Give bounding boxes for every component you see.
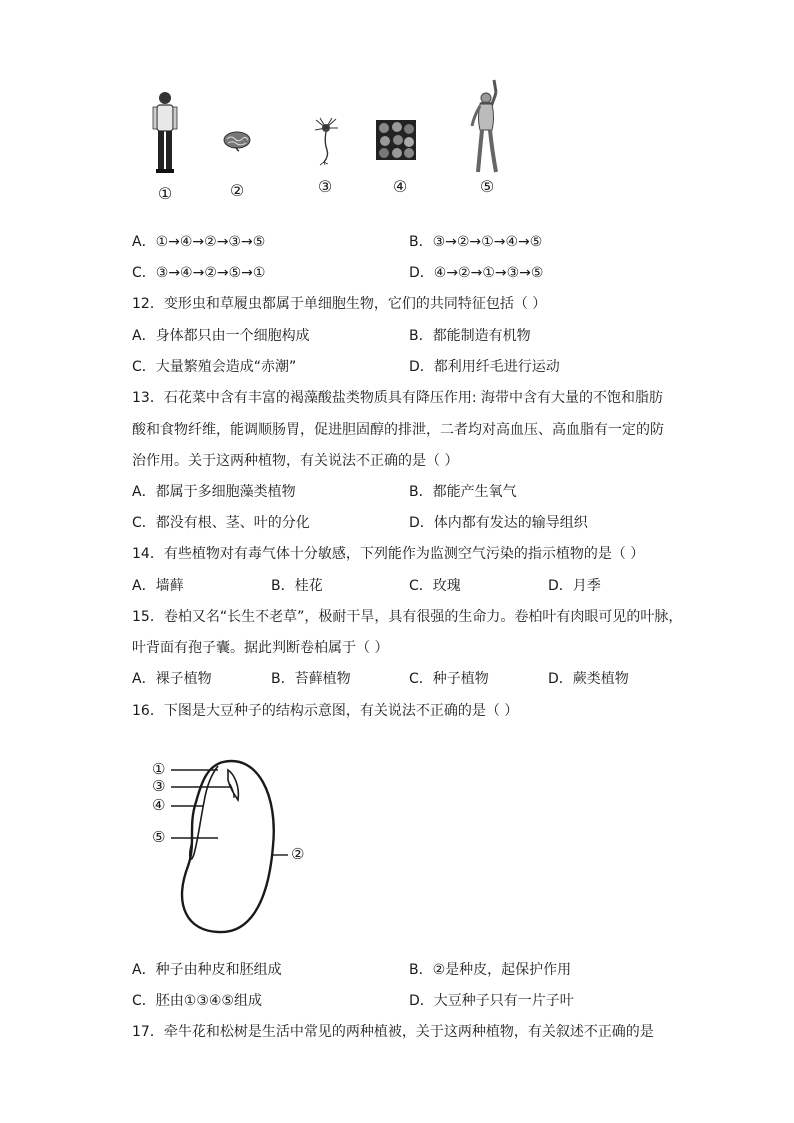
q17-stem: 17．牵牛花和松树是生活中常见的两种植被，关于这两种植物，有关叙述不正确的是 [132,1024,654,1040]
q14-option-a[interactable]: A．墙藓 [132,578,184,594]
q13-option-d[interactable]: D．体内都有发达的输导组织 [409,515,588,531]
figure-label-2: ② [229,181,245,200]
q16-option-c[interactable]: C．胚由①③④⑤组成 [132,993,262,1009]
seed-label-5: ⑤ [152,828,166,846]
q16-option-b[interactable]: B．②是种皮，起保护作用 [409,962,572,978]
organism-levels-figure [140,76,520,206]
seed-label-4: ④ [152,796,166,814]
neuron-cell-image [312,116,340,166]
q13-stem-line-2: 酸和食物纤维，能调顺肠胃，促进胆固醇的排泄，二者均对高血压、高血脂有一定的防 [132,422,664,438]
q12-option-c[interactable]: C．大量繁殖会造成“赤潮” [132,359,297,375]
q14-stem: 14．有些植物对有毒气体十分敏感，下列能作为监测空气污染的指示植物的是（ ） [132,546,645,562]
q13-option-a[interactable]: A．都属于多细胞藻类植物 [132,484,296,500]
q15-option-d[interactable]: D．蕨类植物 [548,671,629,687]
q12-stem: 12．变形虫和草履虫都属于单细胞生物，它们的共同特征包括（ ） [132,296,547,312]
q13-option-b[interactable]: B．都能产生氧气 [409,484,517,500]
seed-label-2: ② [291,845,305,863]
q15-option-c[interactable]: C．种子植物 [409,671,489,687]
q15-option-a[interactable]: A．裸子植物 [132,671,212,687]
q14-option-c[interactable]: C．玫瑰 [409,578,461,594]
q11-option-b[interactable]: B．③→②→①→④→⑤ [409,234,543,250]
seed-label-3: ③ [152,777,166,795]
q13-stem-line-1: 13．石花菜中含有丰富的褐藻酸盐类物质具有降压作用: 海带中含有大量的不饱和脂肪 [132,390,663,406]
figure-label-1: ① [157,184,173,203]
q15-stem-line-2: 叶背面有孢子囊。据此判断卷柏属于（ ） [132,640,389,656]
muscle-system-image [468,78,504,178]
q14-option-b[interactable]: B．桂花 [271,578,323,594]
figure-label-4: ④ [392,177,408,196]
q11-option-a[interactable]: A．①→④→②→③→⑤ [132,234,266,250]
figure-label-5: ⑤ [479,177,495,196]
q11-option-c[interactable]: C．③→④→②→⑤→① [132,265,266,281]
q16-option-d[interactable]: D．大豆种子只有一片子叶 [409,993,574,1009]
q16-option-a[interactable]: A．种子由种皮和胚组成 [132,962,282,978]
tissue-image [376,120,416,160]
q14-option-d[interactable]: D．月季 [548,578,601,594]
figure-label-3: ③ [317,177,333,196]
q15-stem-line-1: 15．卷柏又名“长生不老草”，极耐干旱，具有很强的生命力。卷柏叶有肉眼可见的叶脉， [132,609,683,625]
q12-option-d[interactable]: D．都利用纤毛进行运动 [409,359,560,375]
q16-stem: 16．下图是大豆种子的结构示意图，有关说法不正确的是（ ） [132,703,519,719]
q12-option-b[interactable]: B．都能制造有机物 [409,328,531,344]
q15-option-b[interactable]: B．苔藓植物 [271,671,351,687]
q12-option-a[interactable]: A．身体都只由一个细胞构成 [132,328,310,344]
q13-stem-line-3: 治作用。关于这两种植物，有关说法不正确的是（ ） [132,453,459,469]
seed-label-1: ① [152,760,166,778]
brain-organ-image [222,130,252,152]
human-figure-image [150,90,180,176]
q11-option-d[interactable]: D．④→②→①→③→⑤ [409,265,544,281]
q13-option-c[interactable]: C．都没有根、茎、叶的分化 [132,515,310,531]
